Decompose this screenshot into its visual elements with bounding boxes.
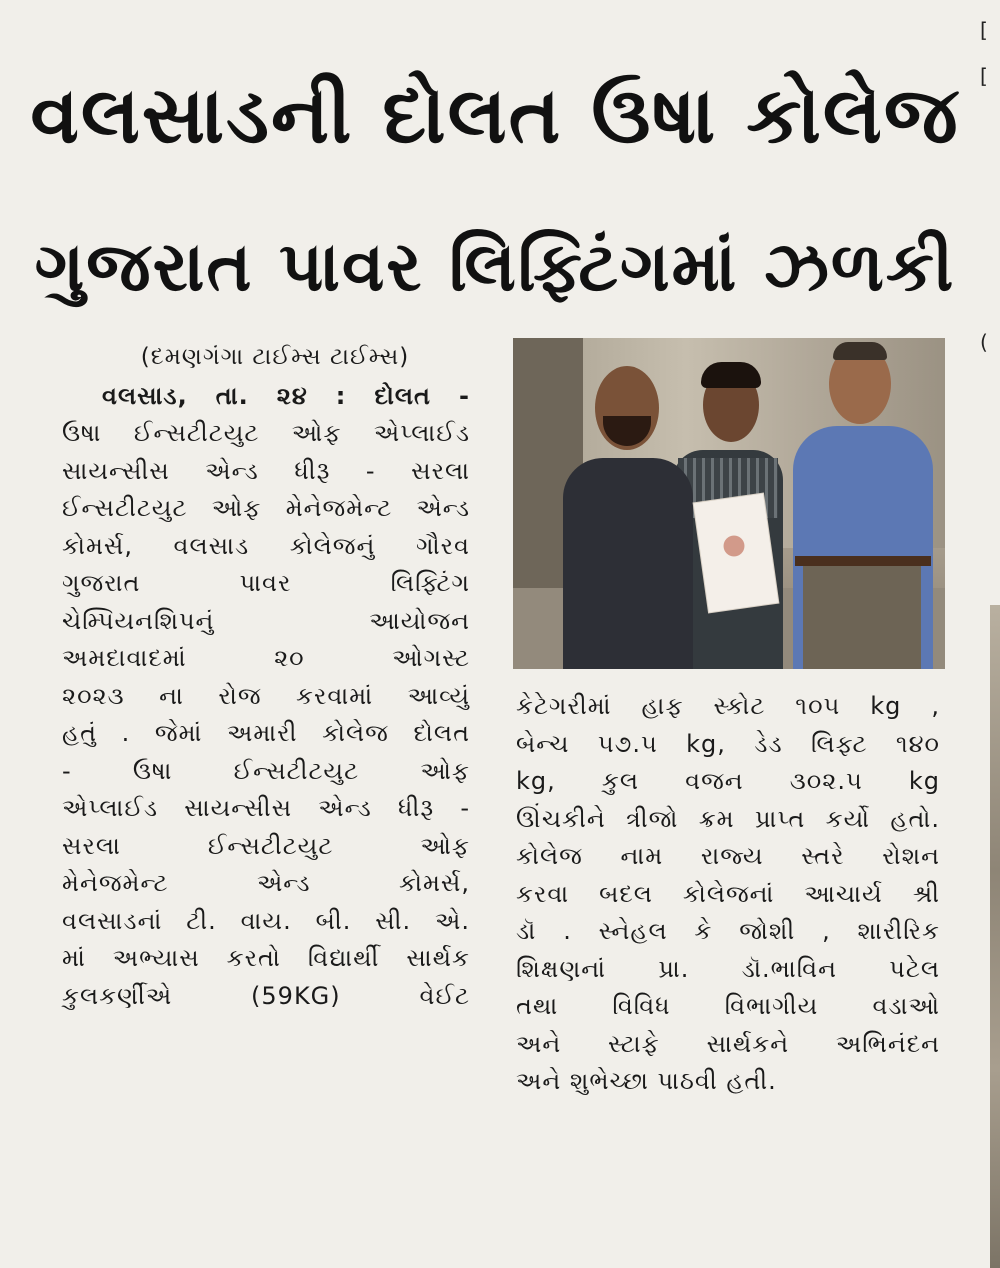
text-line: શિક્ષણનાં પ્રા. ડૉ.ભાવિન પટેલ [516,954,940,983]
news-credit: (દમણગંગા ટાઈમ્સ ટાઈમ્સ) [140,344,410,370]
adjacent-photo-edge [990,605,1000,1268]
article-column-left [62,340,470,1015]
text-line: ઊંચકીને ત્રીજો ક્રમ પ્રાપ્ત કર્યો હતો. [516,804,940,833]
text-line: કોમર્સ, વલસાડ કોલેજનું ગૌરવ [62,531,470,560]
text-line: અને શુભેચ્છા પાઠવી હતી. [516,1067,777,1095]
text-line: ઈન્સટીટયુટ ઓફ મેનેજમેન્ટ એન્ડ [62,494,470,522]
text-line: અને સ્ટાફે સાર્થકને અભિનંદન [516,1029,940,1058]
text-line: બેન્ચ ૫૭.૫ kg, ડેડ લિફ્ટ ૧૪૦ [516,729,940,758]
text-line: હતું . જેમાં અમારી કોલેજ દોલત [62,719,470,747]
text-line: કરવા બદલ કોલેજનાં આચાર્ય શ્રી [516,879,940,908]
text-line: તથા વિવિધ વિભાગીય વડાઓ [516,992,940,1020]
text-line: કોલેજ નામ રાજ્ય સ્તરે રોશન [516,842,940,870]
text-line: કુલકર્ણીએ (59KG) વેઈટ [62,981,470,1010]
text-line: સાયન્સીસ એન્ડ ધીરૂ - સરલા [62,456,470,485]
person-left [563,458,693,669]
edge-fragment: [ [980,18,988,42]
text-line: ચેમ્પિયનશિપનું આયોજન [62,606,470,635]
text-line: એપ્લાઈડ સાયન્સીસ એન્ડ ધીરૂ - [62,794,470,822]
text-line: કેટેગરીમાં હાફ સ્કોટ ૧૦૫ kg , [516,692,940,720]
edge-fragment: [ [980,64,988,88]
headline-line-1: વલસાડની દોલત ઉષા કોલેજ [30,71,960,161]
article-column-right [516,688,940,1101]
text-line: સરલા ઈન્સટીટયુટ ઓફ [62,831,470,860]
text-line: વલસાડનાં ટી. વાય. બી. સી. એ. [62,906,470,935]
text-line: kg, કુલ વજન ૩૦૨.૫ kg [516,767,940,795]
text-line: ૨૦૨૩ ના રોજ કરવામાં આવ્યું [62,681,470,710]
text-line: - ઉષા ઈન્સટીટયુટ ઓફ [62,756,470,785]
text-line: ઉષા ઈન્સટીટયુટ ઓફ એપ્લાઈડ [62,419,470,447]
text-line: અમદાવાદમાં ૨૦ ઓગસ્ટ [62,644,470,672]
headline [30,40,960,344]
news-photo-award-ceremony [513,338,945,669]
dateline: વલસાડ, તા. ૨૪ : દોલત - [102,381,470,410]
edge-fragment: ( [980,330,988,354]
text-line: માં અભ્યાસ કરતો વિદ્યાર્થી સાર્થક [62,944,470,972]
text-line: ગુજરાત પાવર લિફ્ટિંગ [62,569,470,597]
headline-line-2: ગુજરાત પાવર લિફ્ટિંગમાં ઝળકી [34,228,956,307]
text-line: ડૉ . સ્નેહલ કે જોશી , શારીરિક [516,917,940,945]
text-line: મેનેજમેન્ટ એન્ડ કોમર્સ, [62,869,470,897]
